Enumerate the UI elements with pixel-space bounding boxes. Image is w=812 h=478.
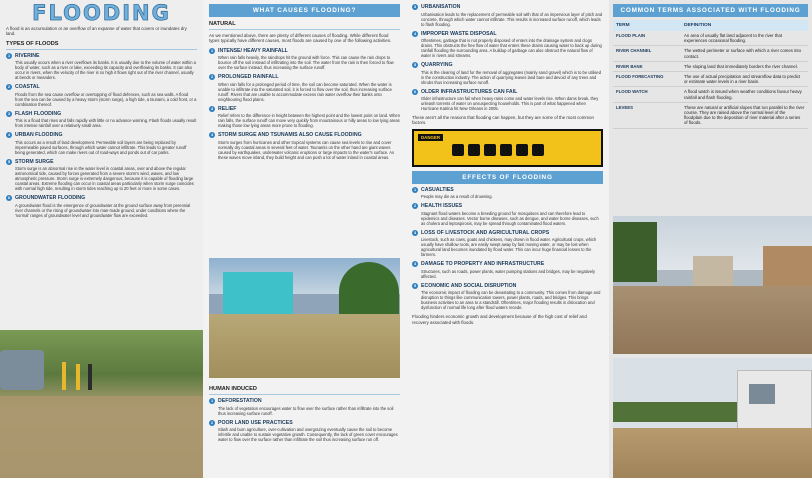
human-cause-item-title: QUARRYING [421, 62, 453, 68]
flood-type-item-title: URBAN FLOODING [15, 132, 63, 139]
term-cell: FLOOD FORECASTING [613, 72, 681, 87]
intro-text: A flood is an accumulation or an overflow of an expanse of water that covers or inundates dry land. [6, 26, 187, 37]
terms-band: COMMON TERMS ASSOCIATED WITH FLOODING [613, 4, 808, 17]
human-cause-item [412, 89, 603, 112]
divider [209, 29, 400, 30]
number-badge: 1 [210, 399, 214, 403]
natural-cause-item [209, 48, 400, 71]
effect-item-title: ECONOMIC AND SOCIAL DISRUPTION [421, 282, 517, 289]
term-cell: LEVEES [613, 102, 681, 128]
types-heading: TYPES OF FLOODS [6, 40, 59, 47]
effects-band: EFFECTS OF FLOODING [412, 171, 603, 184]
types-list [6, 53, 197, 218]
number-badge: 4 [413, 31, 417, 36]
number-badge: 6 [413, 89, 417, 94]
flood-type-item-heading [6, 195, 197, 201]
natural-cause-item-text: When rain falls for a prolonged period of time, the soil can become saturated. When the water is unable to infiltrate into the saturated soil, it is forced to flow over the soil, thus increasing surface runoff. Rivers that are unable to accommodate excess rain water overflow their banks onto neighbouring flood plains. [218, 81, 392, 102]
number-badge: 4 [7, 133, 11, 138]
rescuer-shape [76, 364, 80, 390]
human-cause-item-title: URBANISATION [421, 4, 461, 10]
natural-cause-item [209, 106, 400, 129]
table-row [613, 102, 808, 128]
flood-type-item-heading [6, 111, 197, 117]
biohazard-icon [452, 144, 464, 156]
human-cause-item-text: This is the clearing of land for the removal of aggregates (mainly sand gravel) which is to be utilised in the construction industry. The action of quarrying leaves land bare and devoid of any trees and shrubs thus increasing surface runoff. [421, 69, 601, 85]
effect-item-title: CASUALTIES [421, 186, 454, 193]
human-cause-item-text: The lack of vegetation encourages water to flow over the surface rather than infiltrate into the soil thus increasing surface runoff. [218, 405, 394, 416]
term-cell: RIVER BANK [613, 61, 681, 71]
effect-item-heading [412, 203, 603, 209]
natural-cause-item [209, 132, 400, 160]
effects-list [412, 187, 603, 311]
effect-item-heading [412, 230, 603, 236]
divider [6, 49, 197, 50]
definition-cell: The use of actual precipitation and streamflow data to predict or estimate water levels in a river basin. [681, 72, 808, 87]
panel-effects [406, 0, 609, 478]
effect-item-heading [412, 283, 603, 289]
human-cause-item-heading [412, 4, 603, 10]
flood-water-shape [613, 428, 812, 478]
human-cause-item-text: Slash and burn agriculture, over-cultivation and overgrazing eventually cause the soil to become infertile and unable to sustain vegetative growth. Consequently, the lack of green cover encourages water to flow over the surface rather than infiltrate the soil thus increasing surface run off. [218, 427, 398, 442]
flood-rescue-photo [0, 330, 203, 478]
human-cause-item-title: IMPROPER WASTE DISPOSAL [421, 30, 497, 37]
natural-cause-item-title: INTENSE/ HEAVY RAINFALL [218, 47, 288, 54]
number-badge: 5 [413, 283, 417, 288]
flood-type-item-title: RIVERINE [15, 52, 40, 59]
flood-type-item [6, 84, 197, 107]
human-cause-item-title: POOR LAND USE PRACTICES [218, 419, 293, 426]
danger-label: DANGER [418, 134, 443, 141]
definition-header: DEFINITION [681, 20, 808, 31]
table-row [613, 72, 808, 87]
flood-type-item-heading [6, 132, 197, 138]
natural-cause-item-text: Storm surges from hurricanes and other tropical systems can cause sea levels to rise and cover normally dry coastal areas in several feet of water. Tsunamis on the other hand are giant waves caused by earthquakes, underwater volcanic eruptions or large impacts to the water's surface. As these waves move inland, they build height and can push a lot of water inland in coastal areas. [218, 139, 394, 160]
flame-icon [484, 144, 496, 156]
number-badge: 1 [7, 53, 11, 58]
definition-cell: A flood watch is issued when weather conditions favour heavy rainfall and flash flooding. [681, 87, 808, 102]
number-badge: 6 [7, 196, 11, 201]
number-badge: 5 [413, 63, 417, 67]
number-badge: 2 [7, 85, 11, 90]
causes-band: WHAT CAUSES FLOODING? [209, 4, 400, 17]
panel-terms [609, 0, 812, 478]
natural-heading: NATURAL [209, 21, 236, 27]
flood-type-item [6, 159, 197, 192]
flood-type-item-text: A groundwater flood is the emergence of groundwater at the ground surface away from perennial river channels or the rising of groundwater into man-made ground, under conditions where the 'normal' ranges of groundwater level and groundwater flow are exceeded. [15, 202, 191, 218]
number-badge: 3 [413, 5, 417, 9]
effect-item [412, 230, 603, 258]
effect-item [412, 261, 603, 279]
human-cause-item-heading [412, 89, 603, 95]
human-cause-item [412, 31, 603, 59]
natural-cause-item-text: When rain falls heavily, the raindrops hit the ground with force. This can cause the rain drops to bounce off the soil instead of infiltrating into the soil. The water from the rain is then forced to flow over the surface instead, thus increasing the surface runoff. [218, 55, 394, 71]
divider [209, 394, 400, 395]
flood-type-item-text: This is a flood that rises and falls rapidly with little or no advance warning. Flash floods usually result from intense rainfall over a relatively small area. [15, 118, 197, 129]
effect-item [412, 187, 603, 200]
table-row [613, 46, 808, 61]
effect-item-heading [412, 187, 603, 193]
human-cause-item [412, 4, 603, 27]
electric-icon [500, 144, 512, 156]
human-cause-item [412, 62, 603, 85]
flood-type-item-heading [6, 84, 197, 90]
truck-shape [0, 350, 44, 390]
number-badge: 1 [413, 187, 417, 192]
flood-type-item [6, 111, 197, 129]
definition-cell: The wetted perimeter or surface with which a river comes into contact. [681, 46, 808, 61]
natural-cause-item-heading [209, 74, 400, 80]
term-header: TERM [613, 20, 681, 31]
human-cause-item-title: DEFORESTATION [218, 398, 262, 404]
human-cause-item-heading [209, 420, 400, 426]
tree-shape [339, 262, 399, 318]
rescuer-shape [88, 364, 92, 390]
effect-item [412, 283, 603, 311]
effect-item-text: Structures, such as roads, power plants, water pumping stations and bridges, may be negatively affected. [421, 268, 596, 279]
number-badge: 2 [413, 204, 417, 209]
number-badge: 4 [413, 262, 417, 267]
closing-text: Flooding hinders economic growth and development because of the high cost of relief and recovery associated with floods. [412, 314, 587, 325]
building-shape [693, 256, 733, 286]
human-cont-list [412, 4, 603, 111]
window-shape [749, 384, 775, 404]
danger-sign [412, 129, 603, 167]
flood-type-item [6, 53, 197, 81]
natural-cause-item-heading [209, 48, 400, 54]
definition-cell: An area of usually flat land adjacent to the river that experiences occasional flooding. [681, 31, 808, 46]
flood-type-item-text: This usually occurs when a river overflows its banks. It is usually due to the volume of water within a body of water, such as a river or lake, exceeding its capacity and overflowing its banks. It can also occur in rivers, when the velocity of the river is so high it flows right out of the river channel, usually at bends or meanders. [15, 60, 196, 81]
natural-cause-item-text: Relief refers to the difference in height between the highest point and the lowest point on land. When rain falls, the surface runoff can move very quickly from mountainous or hilly areas to low lying areas making those low lying areas more prone to flooding. [218, 113, 400, 129]
causes-list [209, 48, 400, 160]
number-badge: 5 [7, 159, 11, 164]
human-cause-item [209, 420, 400, 443]
flood-water-shape [209, 314, 400, 378]
number-badge: 3 [210, 106, 214, 111]
flood-water-shape [613, 286, 812, 354]
submerged-house-photo [613, 358, 812, 478]
human-cause-item-heading [412, 62, 603, 68]
human-heading: HUMAN INDUCED [209, 386, 257, 392]
natural-cause-item [209, 74, 400, 102]
flood-type-item-heading [6, 159, 197, 165]
number-badge: 2 [210, 75, 214, 80]
human-cause-item-text: Urbanisation leads to the replacement of permeable soil with that of an impervious layer of pitch and concrete, through which water cannot infiltrate. This results in increased surface runoff, which leads to flash flooding. [421, 11, 603, 27]
skull-icon [468, 144, 480, 156]
flood-type-item-text: Storm surge is an abnormal rise in the water level in coastal areas, over and above the regular astronomical tide, caused by forces generated from a severe storm's wind, waves, and low atmospheric pressure. Storm surge is extremely dangerous, because it is capable of flooding large coastal areas. Extreme flooding can occur in coastal areas particularly when storm surge coincides with normal high tide, resulting in storm tides reaching up to 20 feet or more in some cases. [15, 166, 194, 192]
effect-item-text: Stagnant flood waters become a breeding ground for mosquitoes and can therefore lead to epidemics and diseases. Vector borne diseases, such as dengue, and water borne diseases, such as cholera and leptospirosis, may be spread through contaminated flood waters. [421, 210, 599, 226]
effect-item-text: The economic impact of flooding can be devastating to a community. This comes from damage and disruption to things like communication towers, power plants, roads, and bridges. This brings business activities to an area to a standstill. Oftentimes, major flooding results in dislocation and dysfunction of normal life long after flood waters recede. [421, 290, 601, 311]
outro-text: These aren't all the reasons that flooding can happen, but they are some of the most common factors. [412, 115, 594, 126]
building-shape [763, 246, 812, 286]
natural-cause-item-heading [209, 106, 400, 112]
natural-cause-item-heading [209, 132, 400, 138]
flood-type-item-text: Floods from the sea cause overflow or overtopping of flood defences, such as sea walls. A flood from the sea can be caused by a heavy storm (storm surge), a high tide, a tsunami, a cold front, or a combination thereof. [15, 91, 197, 107]
human-list [209, 398, 400, 442]
term-cell: RIVER CHANNEL [613, 46, 681, 61]
number-badge: 3 [413, 230, 417, 235]
effect-item-text: Livestock, such as cows, goats and chickens, may drown in flood water. Agricultural crops, which usually have shallow roots, are easily swept away by fast moving water, or may be lost when agricultural land becomes inundated by flood water. This can incur huge financial losses to the farmers. [421, 237, 597, 258]
panel-causes [203, 0, 406, 478]
flood-type-item-title: COASTAL [15, 84, 40, 91]
flood-type-item-title: FLASH FLOODING [15, 110, 62, 117]
number-badge: 1 [210, 48, 214, 53]
flooded-street-photo [613, 216, 812, 354]
terms-table [613, 20, 808, 129]
tree-shape [613, 222, 657, 282]
flood-water-shape [0, 396, 203, 478]
rescuer-shape [62, 362, 66, 390]
human-cause-item [209, 398, 400, 416]
effect-item-title: DAMAGE TO PROPERTY AND INFRASTRUCTURE [421, 261, 545, 268]
natural-cause-item-title: PROLONGED RAINFALL [218, 74, 279, 81]
flood-type-item-title: STORM SURGE [15, 158, 54, 165]
effect-item-text: People may die as a result of drowning. [421, 194, 493, 200]
definition-cell: These are natural or artificial slopes that run parallel to the river course. They are raised above the normal level of the floodplain due to the deposition of river material after a series of floods. [681, 102, 808, 128]
term-cell: FLOOD WATCH [613, 87, 681, 102]
effect-item-title: HEALTH ISSUES [421, 203, 463, 210]
definition-cell: The sloping land that immediately borders the river channel. [681, 61, 808, 71]
flooded-house-photo [209, 258, 400, 378]
number-badge: 4 [210, 133, 214, 138]
panel-what-is-flooding [0, 0, 203, 478]
natural-cause-item-title: STORM SURGE AND TSUNAMIS ALSO CAUSE FLOODING [218, 132, 362, 139]
flood-type-item-title: GROUNDWATER FLOODING [15, 195, 86, 202]
human-cause-item-heading [209, 398, 400, 404]
table-row [613, 61, 808, 71]
human-cause-item-text: Oftentimes, garbage that is not properly disposed of enters into the drainage system and clogs drains. This obstructs the free flow of water that enters these drains causing water to back up during rainfall flooding the surrounding area. A buildup of garbage can also obstruct the natural flow of water in rivers and streams. [421, 38, 602, 58]
effect-item-heading [412, 261, 603, 267]
flood-type-item [6, 195, 197, 218]
term-cell: FLOOD PLAIN [613, 31, 681, 46]
number-badge: 3 [7, 111, 11, 116]
table-row [613, 31, 808, 46]
natural-intro: As we mentioned above, there are plenty of different causes of flooding. While different flood types typically have different causes, most floods are caused by one of the following activities. [209, 33, 392, 44]
car-icon [532, 144, 544, 156]
number-badge: 2 [210, 420, 214, 425]
page-title: FLOODING [32, 1, 171, 25]
natural-cause-item-title: RELIEF [218, 105, 237, 112]
human-cause-item-text: Older infrastructure can fail when heavy rains come and water levels rise. When dams break, they unleash torrents of water on unsuspecting households. This is part of what happened when Hurricane Katrina hit New Orleans in 2005. [421, 96, 599, 111]
table-row [613, 87, 808, 102]
home-icon [516, 144, 528, 156]
house-shape [223, 272, 293, 318]
flood-type-item-heading [6, 53, 197, 59]
human-cause-item-heading [412, 31, 603, 37]
flood-type-item [6, 132, 197, 155]
human-cause-item-title: OLDER INFRASTRUCTURES CAN FAIL [421, 88, 518, 95]
effect-item-title: LOSS OF LIVESTOCK AND AGRICULTURAL CROPS [421, 229, 550, 236]
flood-type-item-text: This occurs as a result of land development. Permeable soil layers are being replaced by impermeable paved surfaces, through which water cannot infiltrate. This leads to greater runoff being generated, which can make rivers out of road-ways and ponds out of car parks. [15, 139, 187, 155]
effect-item [412, 203, 603, 226]
